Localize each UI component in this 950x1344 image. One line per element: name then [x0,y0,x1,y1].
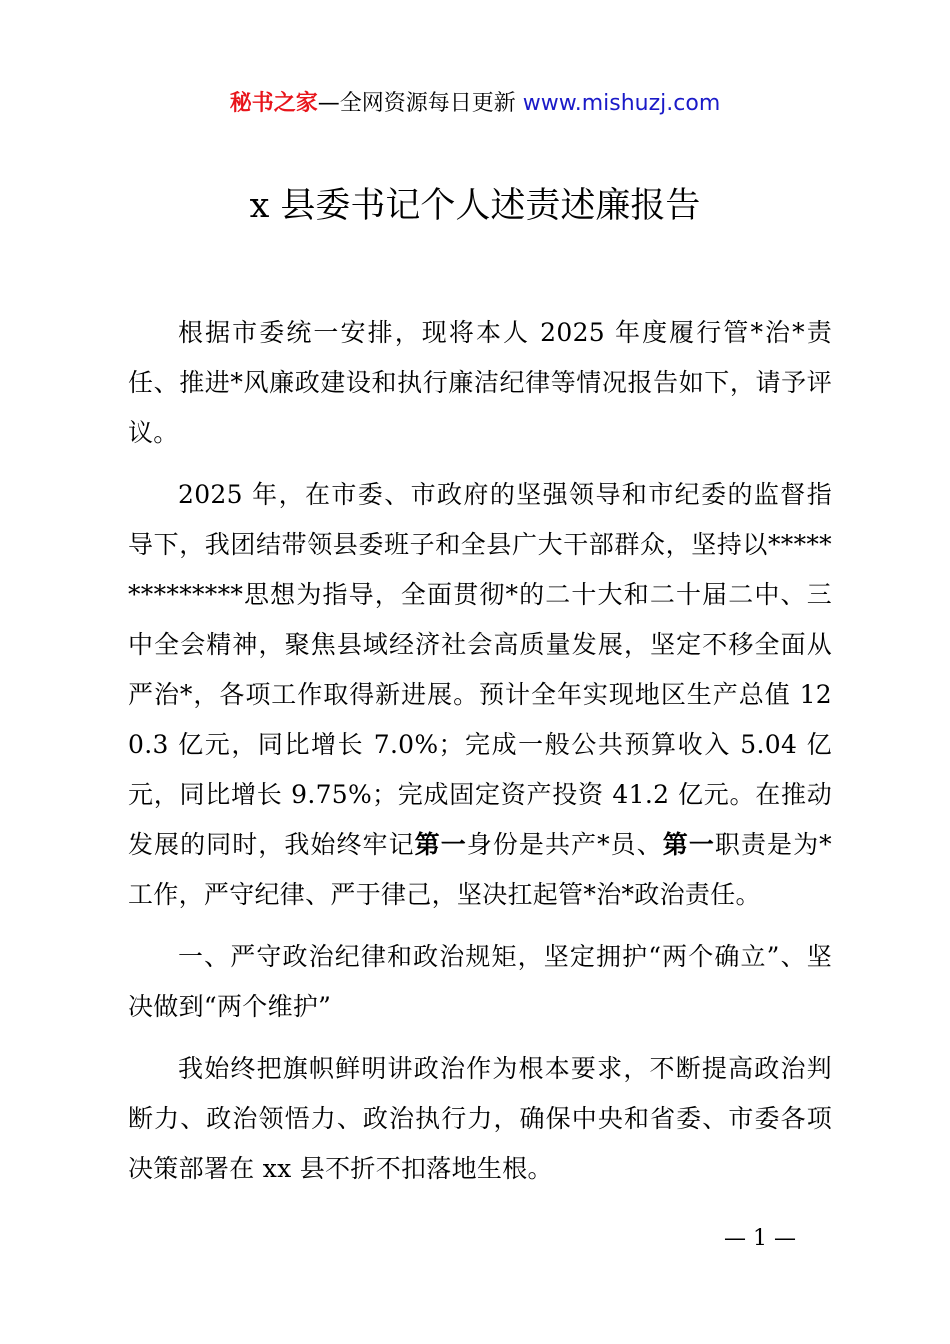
site-url-link[interactable]: www.mishuzj.com [522,91,721,116]
emphasis-first-2: 第一 [662,830,715,859]
emphasis-first-1: 第一 [414,830,467,859]
section-heading-1: 一、严守政治纪律和政治规矩，坚定拥护“两个确立”、坚决做到“两个维护” [128,942,832,1021]
overview-text-2: 身份是共产*员、 [466,830,663,859]
overview-text-1: 2025 年，在市委、市政府的坚强领导和市纪委的监督指导下，我团结带领县委班子和全县广大干部群众，坚持以**************思想为指导，全面贯彻*的二十大和二十届二中、三中全会精神，聚焦县域经济社会高质量发展，坚定不移全面从严治*，各项工作取得新进展。预计全年实现地区生产总值 120.3 亿元，同比增长 7.0%；完成一般公共预算收入 5.04 亿元，同比增长 9.75%；完成固定资产投资 41.2 亿元。在推动发展的同时，我始终牢记 [128,480,832,859]
intro-paragraph: 根据市委统一安排，现将本人 2025 年度履行管*治*责任、推进*风廉政建设和执行廉洁纪律等情况报告如下，请予评议。 [128,318,832,447]
overview-text-3: 职责是为*工作，严守纪律、严于律己，坚决扛起管*治*政治责任。 [128,830,832,909]
page-number: — 1 — [724,1226,796,1251]
header-tagline: —全网资源每日更新 [317,91,523,116]
brand-name: 秘书之家 [229,91,318,116]
overview-paragraph [128,470,832,920]
section-1-paragraph: 我始终把旗帜鲜明讲政治作为根本要求，不断提高政治判断力、政治领悟力、政治执行力，确保中央和省委、市委各项决策部署在 xx 县不折不扣落地生根。 [128,1054,832,1183]
document-title: x 县委书记个人述责述廉报告 [249,186,701,226]
site-header [0,86,950,122]
document-body [128,308,832,1206]
